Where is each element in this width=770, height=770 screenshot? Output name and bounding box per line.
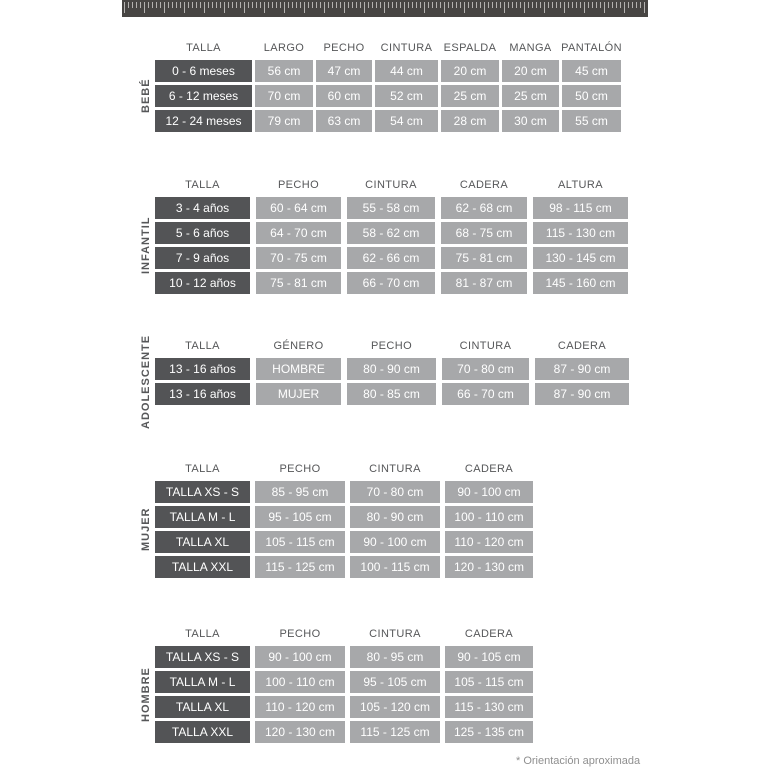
column-header: GÉNERO	[273, 339, 324, 352]
size-label-cell: TALLA XL	[155, 531, 250, 553]
size-label-cell: 3 - 4 años	[155, 197, 250, 219]
measurement-cell: 100 - 115 cm	[350, 556, 440, 578]
measurement-cell: 70 - 75 cm	[256, 247, 341, 269]
measurement-cell: 20 cm	[502, 60, 559, 82]
measurement-cell: 55 cm	[562, 110, 621, 132]
size-table-bebe	[155, 38, 621, 132]
measurement-cell: 58 - 62 cm	[347, 222, 435, 244]
section-bebe	[138, 38, 621, 132]
size-table-mujer	[155, 459, 533, 578]
measurement-cell: 98 - 115 cm	[533, 197, 628, 219]
measurement-cell: 85 - 95 cm	[255, 481, 345, 503]
column-header: TALLA	[185, 627, 220, 640]
measurement-cell: 130 - 145 cm	[533, 247, 628, 269]
column-header: TALLA	[185, 178, 220, 191]
column-header: CINTURA	[459, 339, 512, 352]
measurement-cell: 80 - 95 cm	[350, 646, 440, 668]
measurement-cell: 55 - 58 cm	[347, 197, 435, 219]
column-header: TALLA	[185, 462, 220, 475]
column-header: ESPALDA	[443, 41, 497, 54]
measurement-cell: 110 - 120 cm	[255, 696, 345, 718]
measurement-cell: 90 - 100 cm	[255, 646, 345, 668]
measurement-cell: 60 cm	[316, 85, 372, 107]
size-label-cell: TALLA XL	[155, 696, 250, 718]
measurement-cell: 66 - 70 cm	[347, 272, 435, 294]
measurement-cell: 90 - 100 cm	[445, 481, 533, 503]
size-label-cell: 10 - 12 años	[155, 272, 250, 294]
measurement-cell: 80 - 90 cm	[347, 358, 436, 380]
measurement-cell: 68 - 75 cm	[441, 222, 527, 244]
section-adolescente	[138, 334, 629, 429]
measurement-cell: 80 - 85 cm	[347, 383, 436, 405]
column-header: PECHO	[370, 339, 413, 352]
measurement-cell: 47 cm	[316, 60, 372, 82]
measurement-cell: 25 cm	[441, 85, 499, 107]
measurement-cell: 115 - 125 cm	[350, 721, 440, 743]
measurement-cell: 115 - 125 cm	[255, 556, 345, 578]
size-table-hombre	[155, 624, 533, 743]
measurement-cell: 145 - 160 cm	[533, 272, 628, 294]
measurement-cell: 87 - 90 cm	[535, 358, 629, 380]
measurement-cell: 50 cm	[562, 85, 621, 107]
measurement-cell: 105 - 120 cm	[350, 696, 440, 718]
measurement-cell: 79 cm	[255, 110, 313, 132]
measurement-cell: 81 - 87 cm	[441, 272, 527, 294]
measurement-cell: 70 cm	[255, 85, 313, 107]
column-header: CINTURA	[369, 462, 421, 475]
measurement-cell: 62 - 66 cm	[347, 247, 435, 269]
measurement-cell: 90 - 105 cm	[445, 646, 533, 668]
column-header: CADERA	[557, 339, 607, 352]
size-table-adolescente	[155, 336, 629, 405]
measurement-cell: 52 cm	[375, 85, 438, 107]
measurement-cell: 64 - 70 cm	[256, 222, 341, 244]
measurement-cell: 70 - 80 cm	[442, 358, 529, 380]
measurement-cell: 60 - 64 cm	[256, 197, 341, 219]
size-label-cell: 5 - 6 años	[155, 222, 250, 244]
section-label-hombre: HOMBRE	[140, 667, 152, 722]
measurement-cell: 95 - 105 cm	[350, 671, 440, 693]
size-label-cell: TALLA XS - S	[155, 481, 250, 503]
measurement-cell: 63 cm	[316, 110, 372, 132]
measuring-tape-graphic	[122, 0, 648, 17]
measurement-cell: 30 cm	[502, 110, 559, 132]
column-header: PANTALÓN	[561, 41, 622, 54]
measurement-cell: 100 - 110 cm	[445, 506, 533, 528]
measurement-cell: 100 - 110 cm	[255, 671, 345, 693]
size-label-cell: TALLA XXL	[155, 556, 250, 578]
section-mujer	[138, 459, 533, 578]
column-header: CADERA	[464, 462, 514, 475]
size-label-cell: 7 - 9 años	[155, 247, 250, 269]
measurement-cell: 105 - 115 cm	[445, 671, 533, 693]
section-infantil	[138, 175, 628, 294]
column-header: CADERA	[464, 627, 514, 640]
column-header: PECHO	[279, 627, 321, 640]
size-label-cell: TALLA M - L	[155, 671, 250, 693]
footnote: * Orientación aproximada	[516, 755, 641, 767]
measurement-cell: 115 - 130 cm	[533, 222, 628, 244]
measurement-cell: 56 cm	[255, 60, 313, 82]
measurement-cell: 95 - 105 cm	[255, 506, 345, 528]
column-header: LARGO	[263, 41, 305, 54]
column-header: CADERA	[459, 178, 509, 191]
measurement-cell: 75 - 81 cm	[256, 272, 341, 294]
measurement-cell: 54 cm	[375, 110, 438, 132]
measurement-cell: 87 - 90 cm	[535, 383, 629, 405]
section-label-bebe: BEBÉ	[140, 78, 152, 114]
measurement-cell: 70 - 80 cm	[350, 481, 440, 503]
section-label-adolescente: ADOLESCENTE	[140, 334, 152, 429]
measurement-cell: 115 - 130 cm	[445, 696, 533, 718]
measurement-cell: 80 - 90 cm	[350, 506, 440, 528]
measurement-cell: 105 - 115 cm	[255, 531, 345, 553]
column-header: CINTURA	[380, 41, 433, 54]
measurement-cell: 66 - 70 cm	[442, 383, 529, 405]
column-header: TALLA	[186, 41, 221, 54]
measurement-cell: 25 cm	[502, 85, 559, 107]
size-label-cell: 13 - 16 años	[155, 358, 250, 380]
section-hombre	[138, 624, 533, 743]
column-header: CINTURA	[365, 178, 417, 191]
measurement-cell: MUJER	[256, 383, 341, 405]
size-label-cell: TALLA XS - S	[155, 646, 250, 668]
column-header: ALTURA	[558, 178, 603, 191]
measurement-cell: 28 cm	[441, 110, 499, 132]
measurement-cell: 75 - 81 cm	[441, 247, 527, 269]
size-label-cell: 6 - 12 meses	[155, 85, 252, 107]
measurement-cell: 62 - 68 cm	[441, 197, 527, 219]
size-label-cell: TALLA XXL	[155, 721, 250, 743]
column-header: PECHO	[279, 462, 321, 475]
size-label-cell: TALLA M - L	[155, 506, 250, 528]
size-label-cell: 13 - 16 años	[155, 383, 250, 405]
measurement-cell: 90 - 100 cm	[350, 531, 440, 553]
column-header: CINTURA	[369, 627, 421, 640]
measurement-cell: 20 cm	[441, 60, 499, 82]
section-label-infantil: INFANTIL	[140, 216, 152, 275]
section-label-mujer: MUJER	[140, 507, 152, 552]
column-header: PECHO	[277, 178, 320, 191]
measurement-cell: 44 cm	[375, 60, 438, 82]
size-label-cell: 12 - 24 meses	[155, 110, 252, 132]
column-header: TALLA	[185, 339, 220, 352]
measurement-cell: 120 - 130 cm	[445, 556, 533, 578]
measurement-cell: HOMBRE	[256, 358, 341, 380]
measurement-cell: 110 - 120 cm	[445, 531, 533, 553]
measurement-cell: 45 cm	[562, 60, 621, 82]
measurement-cell: 125 - 135 cm	[445, 721, 533, 743]
column-header: PECHO	[323, 41, 365, 54]
size-table-infantil	[155, 175, 628, 294]
size-label-cell: 0 - 6 meses	[155, 60, 252, 82]
measurement-cell: 120 - 130 cm	[255, 721, 345, 743]
column-header: MANGA	[509, 41, 552, 54]
